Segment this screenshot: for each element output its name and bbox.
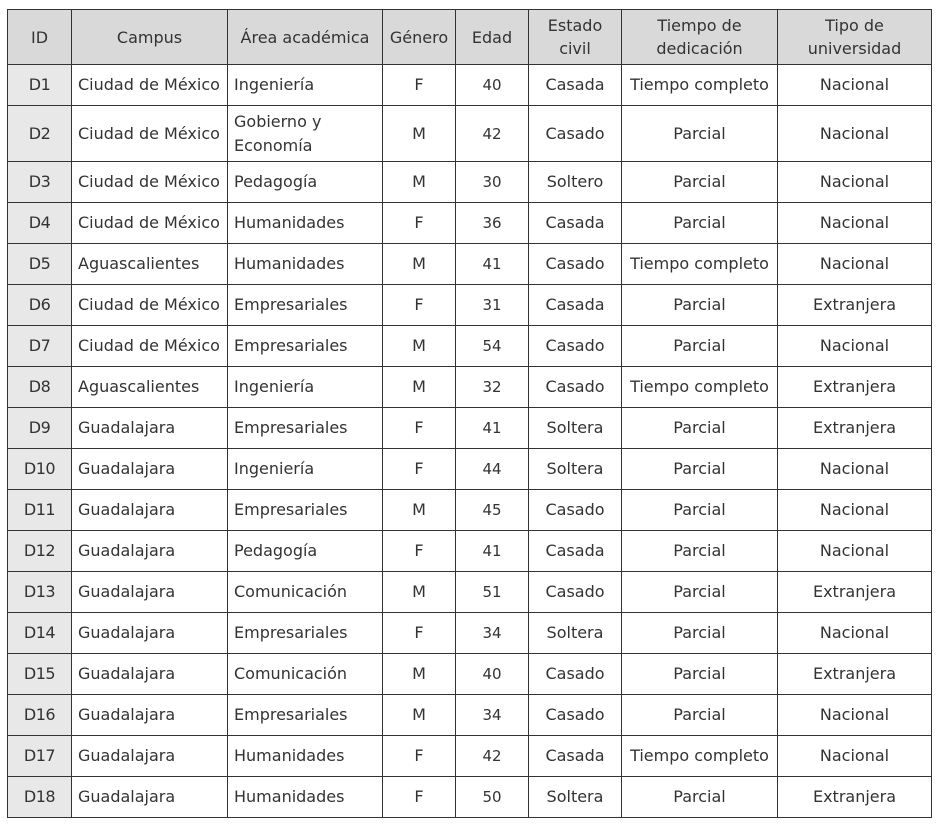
cell-campus: Guadalajara [72,695,228,736]
cell-edad: 41 [456,531,529,572]
cell-tiempo: Parcial [622,695,778,736]
header-area: Área académica [228,10,383,65]
cell-tiempo: Parcial [622,326,778,367]
cell-estado: Casado [529,244,622,285]
header-edad: Edad [456,10,529,65]
cell-genero: M [383,244,456,285]
cell-tipo: Extranjera [778,408,932,449]
cell-area: Humanidades [228,203,383,244]
cell-edad: 45 [456,490,529,531]
cell-area: Empresariales [228,326,383,367]
cell-campus: Guadalajara [72,490,228,531]
cell-tipo: Extranjera [778,572,932,613]
cell-id: D13 [8,572,72,613]
cell-id: D3 [8,162,72,203]
cell-tiempo: Parcial [622,285,778,326]
cell-area: Pedagogía [228,162,383,203]
cell-tiempo: Tiempo completo [622,736,778,777]
cell-id: D18 [8,777,72,818]
cell-edad: 32 [456,367,529,408]
cell-estado: Casado [529,572,622,613]
cell-genero: M [383,695,456,736]
table-row [8,162,932,203]
cell-genero: M [383,162,456,203]
cell-tiempo: Parcial [622,449,778,490]
cell-genero: F [383,449,456,490]
cell-area: Empresariales [228,613,383,654]
cell-area: Comunicación [228,654,383,695]
cell-edad: 50 [456,777,529,818]
table-row [8,449,932,490]
cell-campus: Guadalajara [72,449,228,490]
cell-area: Pedagogía [228,531,383,572]
cell-area: Humanidades [228,777,383,818]
cell-id: D9 [8,408,72,449]
data-table [7,9,932,818]
cell-genero: F [383,285,456,326]
cell-tiempo: Parcial [622,777,778,818]
cell-campus: Ciudad de México [72,106,228,162]
cell-tiempo: Parcial [622,531,778,572]
table-row [8,408,932,449]
cell-id: D4 [8,203,72,244]
cell-estado: Casada [529,203,622,244]
cell-id: D2 [8,106,72,162]
cell-campus: Ciudad de México [72,65,228,106]
cell-area: Humanidades [228,736,383,777]
cell-id: D12 [8,531,72,572]
cell-campus: Guadalajara [72,613,228,654]
cell-edad: 36 [456,203,529,244]
cell-estado: Casado [529,695,622,736]
cell-estado: Casado [529,106,622,162]
cell-estado: Casado [529,367,622,408]
cell-tipo: Extranjera [778,654,932,695]
cell-edad: 41 [456,244,529,285]
header-id: ID [8,10,72,65]
header-estado: Estado civil [529,10,622,65]
cell-estado: Casado [529,490,622,531]
cell-tipo: Nacional [778,244,932,285]
cell-edad: 51 [456,572,529,613]
cell-estado: Soltera [529,408,622,449]
cell-area: Ingeniería [228,65,383,106]
cell-tipo: Nacional [778,449,932,490]
cell-tipo: Nacional [778,65,932,106]
cell-campus: Guadalajara [72,654,228,695]
cell-genero: F [383,531,456,572]
cell-estado: Casado [529,654,622,695]
table-row [8,106,932,162]
table-row [8,65,932,106]
table-row [8,490,932,531]
cell-area: Humanidades [228,244,383,285]
cell-area: Ingeniería [228,449,383,490]
table-row [8,777,932,818]
table-row [8,326,932,367]
cell-campus: Ciudad de México [72,326,228,367]
table-row [8,244,932,285]
cell-tipo: Nacional [778,736,932,777]
cell-campus: Ciudad de México [72,203,228,244]
cell-genero: F [383,65,456,106]
table-row [8,285,932,326]
cell-estado: Casado [529,326,622,367]
cell-tiempo: Parcial [622,162,778,203]
cell-tipo: Extranjera [778,777,932,818]
cell-edad: 54 [456,326,529,367]
cell-tiempo: Parcial [622,572,778,613]
cell-area: Comunicación [228,572,383,613]
cell-id: D6 [8,285,72,326]
header-tipo: Tipo de universidad [778,10,932,65]
cell-genero: M [383,654,456,695]
cell-tipo: Nacional [778,106,932,162]
cell-estado: Soltera [529,449,622,490]
table-row [8,695,932,736]
table-body [8,65,932,818]
cell-genero: M [383,572,456,613]
cell-id: D10 [8,449,72,490]
cell-campus: Guadalajara [72,572,228,613]
cell-area: Ingeniería [228,367,383,408]
cell-tipo: Nacional [778,162,932,203]
cell-area: Empresariales [228,695,383,736]
cell-genero: F [383,203,456,244]
cell-tiempo: Parcial [622,106,778,162]
cell-tiempo: Parcial [622,613,778,654]
cell-campus: Guadalajara [72,408,228,449]
cell-id: D5 [8,244,72,285]
cell-genero: F [383,736,456,777]
header-row [8,10,932,65]
cell-area: Empresariales [228,408,383,449]
cell-id: D16 [8,695,72,736]
cell-campus: Ciudad de México [72,285,228,326]
cell-area: Empresariales [228,285,383,326]
cell-tiempo: Tiempo completo [622,65,778,106]
cell-genero: F [383,777,456,818]
cell-campus: Aguascalientes [72,244,228,285]
cell-estado: Soltera [529,613,622,654]
cell-id: D14 [8,613,72,654]
cell-id: D15 [8,654,72,695]
cell-edad: 34 [456,613,529,654]
table-row [8,367,932,408]
header-tiempo: Tiempo de dedicación [622,10,778,65]
cell-tiempo: Parcial [622,203,778,244]
cell-edad: 42 [456,106,529,162]
table-row [8,736,932,777]
cell-edad: 42 [456,736,529,777]
cell-genero: M [383,367,456,408]
cell-id: D17 [8,736,72,777]
cell-id: D7 [8,326,72,367]
cell-tiempo: Tiempo completo [622,367,778,408]
cell-edad: 41 [456,408,529,449]
cell-tipo: Nacional [778,490,932,531]
cell-tipo: Extranjera [778,285,932,326]
cell-id: D1 [8,65,72,106]
cell-genero: F [383,613,456,654]
header-genero: Género [383,10,456,65]
cell-campus: Ciudad de México [72,162,228,203]
cell-estado: Soltera [529,777,622,818]
cell-tipo: Nacional [778,613,932,654]
cell-estado: Casada [529,285,622,326]
cell-tipo: Nacional [778,695,932,736]
cell-estado: Casada [529,65,622,106]
cell-edad: 31 [456,285,529,326]
cell-edad: 34 [456,695,529,736]
cell-tiempo: Tiempo completo [622,244,778,285]
cell-genero: M [383,326,456,367]
table-row [8,613,932,654]
cell-estado: Casada [529,531,622,572]
cell-genero: M [383,106,456,162]
table-row [8,203,932,244]
table-row [8,654,932,695]
cell-tipo: Nacional [778,203,932,244]
cell-edad: 44 [456,449,529,490]
cell-tiempo: Parcial [622,408,778,449]
cell-id: D11 [8,490,72,531]
cell-campus: Aguascalientes [72,367,228,408]
cell-tipo: Nacional [778,326,932,367]
header-campus: Campus [72,10,228,65]
cell-campus: Guadalajara [72,777,228,818]
cell-tipo: Nacional [778,531,932,572]
table-row [8,572,932,613]
table-row [8,531,932,572]
cell-genero: F [383,408,456,449]
cell-id: D8 [8,367,72,408]
cell-tiempo: Parcial [622,490,778,531]
cell-area: Gobierno y Economía [228,106,383,162]
cell-area: Empresariales [228,490,383,531]
cell-campus: Guadalajara [72,531,228,572]
table-container [7,9,932,818]
cell-estado: Soltero [529,162,622,203]
table-header [8,10,932,65]
cell-genero: M [383,490,456,531]
cell-edad: 40 [456,65,529,106]
cell-edad: 30 [456,162,529,203]
cell-tiempo: Parcial [622,654,778,695]
cell-campus: Guadalajara [72,736,228,777]
cell-estado: Casada [529,736,622,777]
cell-tipo: Extranjera [778,367,932,408]
cell-edad: 40 [456,654,529,695]
